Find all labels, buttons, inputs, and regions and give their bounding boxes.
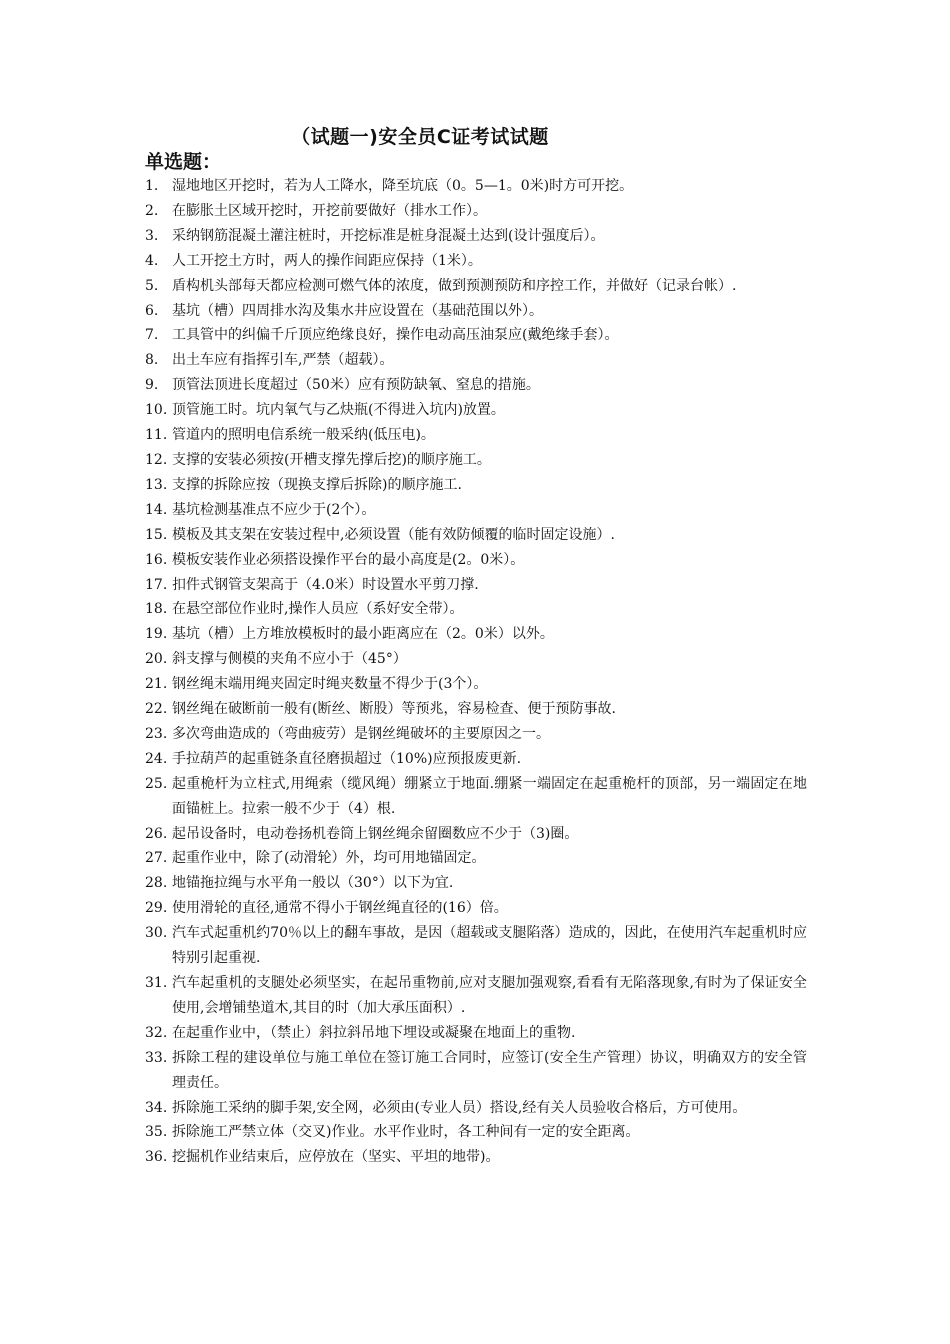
question-item	[145, 573, 807, 598]
question-text: 扣件式钢管支架高于（4.0米）时设置水平剪刀撑.	[172, 576, 479, 593]
question-item	[145, 871, 807, 896]
question-item	[145, 896, 807, 921]
question-number: 24.	[145, 750, 168, 767]
question-number: 22.	[145, 701, 168, 718]
question-text: 钢丝绳末端用绳夹固定时绳夹数量不得少于(3个）。	[172, 676, 488, 693]
question-item	[145, 647, 807, 672]
question-number: 3.	[145, 227, 159, 244]
question-number: 15.	[145, 526, 168, 543]
question-text: 钢丝绳在破断前一般有(断丝、断股）等预兆，容易检查、便于预防事故.	[172, 701, 616, 718]
question-text: 出土车应有指挥引车,严禁（超载）。	[172, 352, 394, 369]
question-number: 32.	[145, 1024, 168, 1041]
question-text: 汽车式起重机约70％以上的翻车事故，是因（超载或支腿陷落）造成的，因此，在使用汽车起重机时应特别引起重视.	[172, 925, 807, 967]
question-item	[145, 224, 807, 249]
question-text: 模板安装作业必须搭设操作平台的最小高度是(2。0米）。	[172, 551, 525, 568]
question-item	[145, 747, 807, 772]
question-number: 13.	[145, 476, 168, 493]
question-text: 盾构机头部每天都应检测可燃气体的浓度，做到预测预防和序控工作，并做好（记录台帐）.	[172, 277, 737, 294]
question-item	[145, 1145, 807, 1170]
question-number: 21.	[145, 676, 168, 693]
question-number: 27.	[145, 850, 168, 867]
question-number: 34.	[145, 1099, 168, 1116]
question-text: 基坑（槽）上方堆放模板时的最小距离应在（2。0米）以外。	[172, 626, 554, 643]
question-text: 基坑检测基准点不应少于(2个）。	[172, 501, 376, 518]
question-text: 拆除施工采纳的脚手架,安全网，必须由(专业人员）搭设,经有关人员验收合格后，方可使用。	[172, 1099, 747, 1116]
question-item	[145, 323, 807, 348]
question-item	[145, 348, 807, 373]
question-text: 在悬空部位作业时,操作人员应（系好安全带）。	[172, 601, 464, 618]
question-number: 29.	[145, 900, 168, 917]
question-item	[145, 498, 807, 523]
question-number: 12.	[145, 451, 168, 468]
question-text: 起重作业中，除了(动滑轮）外，均可用地锚固定。	[172, 850, 486, 867]
question-item	[145, 697, 807, 722]
question-text: 起吊设备时，电动卷扬机卷筒上钢丝绳余留圈数应不少于（3)圈。	[172, 825, 579, 842]
question-text: 斜支撑与侧模的夹角不应小于（45°）	[172, 651, 407, 668]
question-number: 9.	[145, 377, 159, 394]
question-text: 基坑（槽）四周排水沟及集水井应设置在（基础范围以外）。	[172, 302, 543, 319]
question-number: 20.	[145, 651, 168, 668]
question-item	[145, 672, 807, 697]
question-text: 汽车起重机的支腿处必须坚实，在起吊重物前,应对支腿加强观察,看看有无陷落现象,有时为了保证安全使用,会增铺垫道木,其目的时（加大承压面积）.	[172, 975, 807, 1016]
question-number: 28.	[145, 875, 168, 892]
question-text: 顶管法顶进长度超过（50米）应有预防缺氧、窒息的措施。	[172, 377, 540, 394]
question-item	[145, 448, 807, 473]
question-text: 顶管施工时。坑内氧气与乙炔瓶(不得进入坑内)放置。	[172, 402, 505, 419]
question-item	[145, 1021, 807, 1046]
question-item	[145, 1120, 807, 1145]
question-text: 采纳钢筋混凝土灌注桩时，开挖标准是桩身混凝土达到(设计强度后）。	[172, 227, 605, 244]
question-item	[145, 473, 807, 498]
question-number: 33.	[145, 1049, 168, 1066]
question-list	[145, 174, 807, 1170]
question-number: 8.	[145, 352, 159, 369]
question-text: 拆除工程的建设单位与施工单位在签订施工合同时，应签订(安全生产管理）协议，明确双方的安全管理责任。	[172, 1049, 807, 1091]
question-item	[145, 199, 807, 224]
question-number: 14.	[145, 501, 168, 518]
question-number: 23.	[145, 725, 168, 742]
question-text: 手拉葫芦的起重链条直径磨损超过（10%)应预报废更新.	[172, 750, 522, 767]
question-number: 36.	[145, 1149, 168, 1166]
question-item	[145, 373, 807, 398]
question-text: 湿地地区开挖时，若为人工降水，降至坑底（0。5—1。0米)时方可开挖。	[172, 178, 634, 194]
question-item	[145, 921, 807, 971]
question-item	[145, 249, 807, 274]
question-number: 30.	[145, 925, 168, 942]
question-text: 管道内的照明电信系统一般采纳(低压电)。	[172, 427, 435, 444]
question-text: 支撑的拆除应按（现换支撑后拆除)的顺序施工.	[172, 476, 462, 493]
question-number: 16.	[145, 551, 168, 568]
question-item	[145, 822, 807, 847]
question-text: 在膨胀土区域开挖时，开挖前要做好（排水工作）。	[172, 202, 487, 219]
question-item	[145, 772, 807, 822]
question-item	[145, 1046, 807, 1096]
question-text: 地锚拖拉绳与水平角一般以（30°）以下为宜.	[172, 875, 454, 892]
question-item	[145, 423, 807, 448]
question-item	[145, 274, 807, 299]
question-item	[145, 523, 807, 548]
question-number: 17.	[145, 576, 168, 593]
question-item	[145, 597, 807, 622]
question-text: 使用滑轮的直径,通常不得小于钢丝绳直径的(16）倍。	[172, 900, 508, 917]
question-item	[145, 174, 807, 199]
section-heading: 单选题：	[145, 151, 222, 173]
question-item	[145, 548, 807, 573]
question-item	[145, 846, 807, 871]
question-number: 5.	[145, 277, 159, 294]
question-text: 拆除施工严禁立体（交叉)作业。水平作业时，各工种间有一定的安全距离。	[172, 1124, 640, 1141]
question-number: 26.	[145, 825, 168, 842]
question-item	[145, 299, 807, 324]
question-number: 19.	[145, 626, 168, 643]
question-text: 在起重作业中，（禁止）斜拉斜吊地下埋设或凝聚在地面上的重物.	[172, 1024, 576, 1041]
question-text: 模板及其支架在安装过程中,必须设置（能有效防倾覆的临时固定设施）.	[172, 526, 615, 543]
question-number: 4.	[145, 252, 159, 269]
question-item	[145, 398, 807, 423]
question-number: 18.	[145, 601, 168, 618]
question-number: 1.	[145, 178, 159, 194]
question-item	[145, 622, 807, 647]
question-text: 人工开挖土方时，两人的操作间距应保持（1米）。	[172, 252, 482, 269]
question-item	[145, 971, 807, 1021]
question-number: 25.	[145, 775, 168, 792]
question-number: 10.	[145, 402, 168, 419]
question-number: 11.	[145, 427, 168, 444]
question-number: 2.	[145, 202, 159, 219]
question-text: 支撑的安装必须按(开槽支撑先撑后挖)的顺序施工。	[172, 451, 491, 468]
question-number: 35.	[145, 1124, 168, 1141]
question-item	[145, 722, 807, 747]
question-number: 31.	[145, 975, 168, 991]
document-title: （试题一)安全员C证考试试题	[291, 126, 549, 148]
question-text: 多次弯曲造成的（弯曲疲劳）是钢丝绳破坏的主要原因之一。	[172, 725, 550, 742]
question-text: 工具管中的纠偏千斤顶应绝缘良好，操作电动高压油泵应(戴绝缘手套）。	[172, 327, 619, 344]
question-text: 起重桅杆为立柱式,用绳索（缆风绳）绷紧立于地面.绷紧一端固定在起重桅杆的顶部，另一端固定在地面锚桩上。拉索一般不少于（4）根.	[172, 775, 807, 817]
question-number: 7.	[145, 327, 159, 344]
question-text: 挖掘机作业结束后，应停放在（坚实、平坦的地带)。	[172, 1149, 500, 1166]
question-item	[145, 1096, 807, 1121]
question-number: 6.	[145, 302, 159, 319]
